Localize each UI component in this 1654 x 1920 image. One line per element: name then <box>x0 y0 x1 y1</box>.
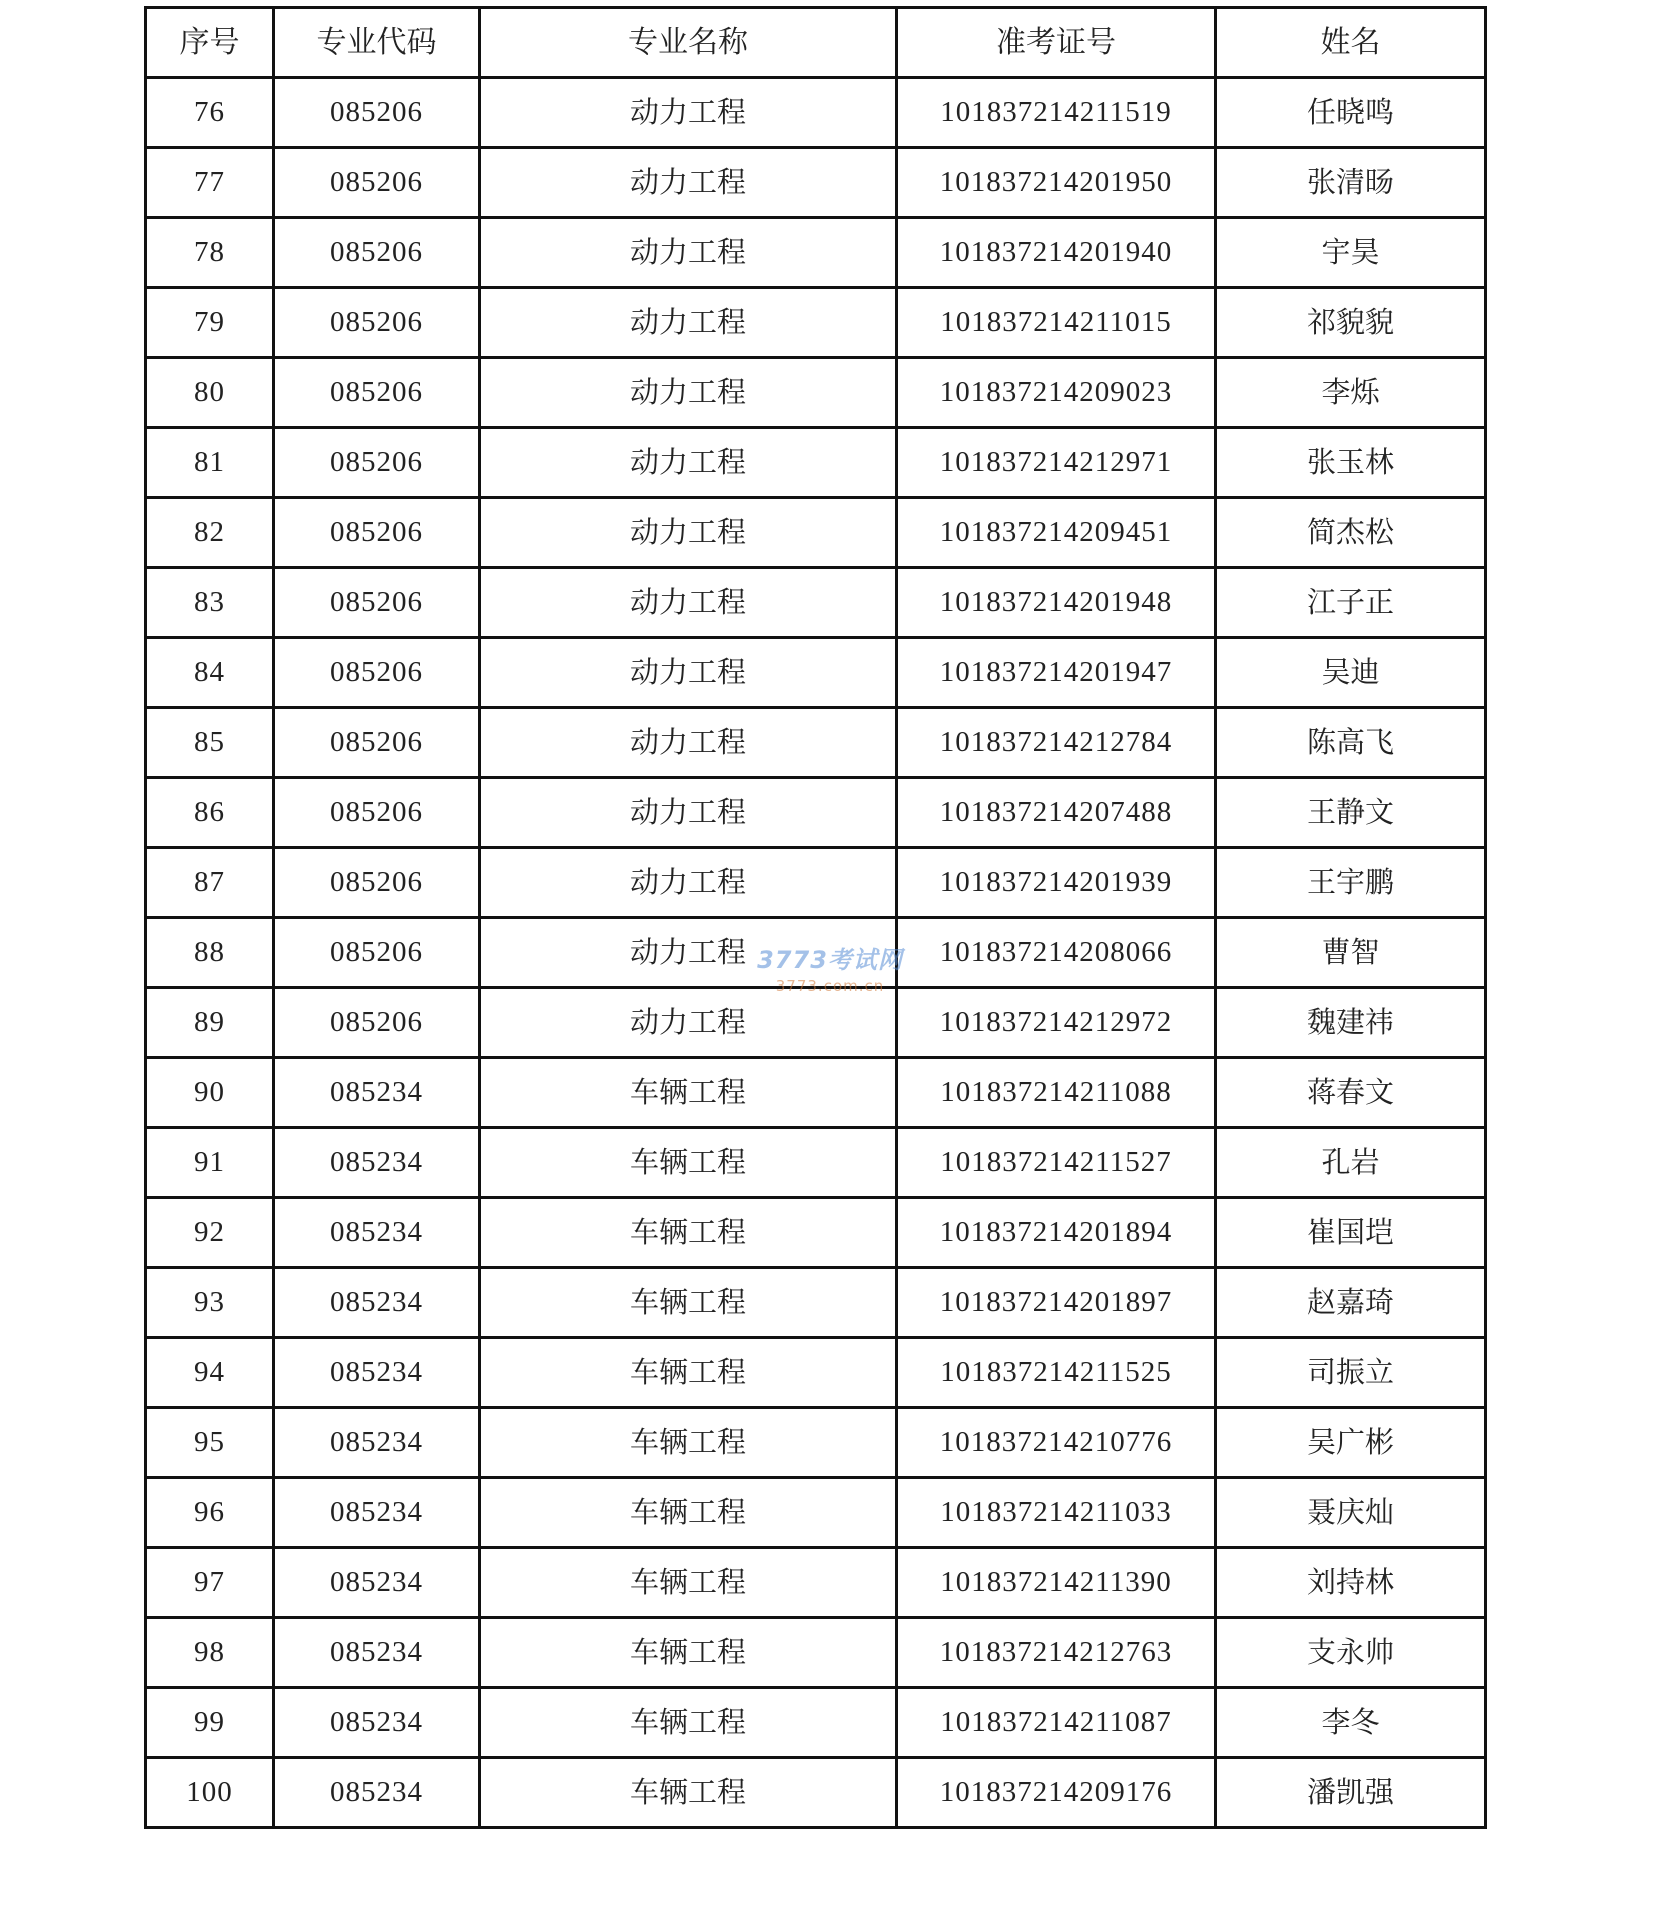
cell-major-code: 085206 <box>274 498 480 568</box>
cell-student-name: 潘凯强 <box>1216 1758 1486 1828</box>
cell-serial-number: 99 <box>146 1688 274 1758</box>
header-exam-ticket-number: 准考证号 <box>897 8 1216 78</box>
cell-major-name: 车辆工程 <box>480 1408 897 1478</box>
table-row <box>146 1478 1486 1548</box>
cell-major-name: 车辆工程 <box>480 1618 897 1688</box>
cell-serial-number: 96 <box>146 1478 274 1548</box>
table-row <box>146 1058 1486 1128</box>
table-row <box>146 1198 1486 1268</box>
cell-major-name: 动力工程 <box>480 498 897 568</box>
cell-major-code: 085234 <box>274 1688 480 1758</box>
cell-serial-number: 79 <box>146 288 274 358</box>
cell-major-code: 085234 <box>274 1548 480 1618</box>
cell-serial-number: 85 <box>146 708 274 778</box>
table-row <box>146 778 1486 848</box>
cell-major-name: 车辆工程 <box>480 1198 897 1268</box>
table-row <box>146 428 1486 498</box>
table-row <box>146 288 1486 358</box>
cell-major-code: 085234 <box>274 1268 480 1338</box>
table-row <box>146 568 1486 638</box>
cell-serial-number: 91 <box>146 1128 274 1198</box>
cell-major-name: 动力工程 <box>480 148 897 218</box>
cell-major-name: 动力工程 <box>480 218 897 288</box>
cell-exam-ticket-number: 101837214212971 <box>897 428 1216 498</box>
header-major-name: 专业名称 <box>480 8 897 78</box>
table-row <box>146 1618 1486 1688</box>
cell-student-name: 魏建祎 <box>1216 988 1486 1058</box>
cell-major-name: 动力工程 <box>480 568 897 638</box>
cell-major-code: 085206 <box>274 918 480 988</box>
cell-student-name: 崔国垲 <box>1216 1198 1486 1268</box>
cell-major-code: 085234 <box>274 1408 480 1478</box>
cell-serial-number: 90 <box>146 1058 274 1128</box>
cell-exam-ticket-number: 101837214201947 <box>897 638 1216 708</box>
cell-student-name: 张清旸 <box>1216 148 1486 218</box>
cell-major-code: 085206 <box>274 288 480 358</box>
table-row <box>146 988 1486 1058</box>
cell-student-name: 支永帅 <box>1216 1618 1486 1688</box>
cell-major-name: 车辆工程 <box>480 1268 897 1338</box>
cell-major-name: 车辆工程 <box>480 1338 897 1408</box>
cell-exam-ticket-number: 101837214201940 <box>897 218 1216 288</box>
cell-student-name: 王宇鹏 <box>1216 848 1486 918</box>
table-row <box>146 1338 1486 1408</box>
cell-student-name: 吴广彬 <box>1216 1408 1486 1478</box>
cell-exam-ticket-number: 101837214211033 <box>897 1478 1216 1548</box>
cell-major-name: 动力工程 <box>480 708 897 778</box>
cell-major-code: 085206 <box>274 78 480 148</box>
cell-major-code: 085206 <box>274 848 480 918</box>
cell-serial-number: 94 <box>146 1338 274 1408</box>
table-row <box>146 918 1486 988</box>
cell-student-name: 吴迪 <box>1216 638 1486 708</box>
cell-major-code: 085206 <box>274 218 480 288</box>
cell-major-code: 085234 <box>274 1758 480 1828</box>
cell-student-name: 宇昊 <box>1216 218 1486 288</box>
cell-student-name: 祁貌貌 <box>1216 288 1486 358</box>
cell-exam-ticket-number: 101837214211015 <box>897 288 1216 358</box>
cell-student-name: 刘持林 <box>1216 1548 1486 1618</box>
table-row <box>146 358 1486 428</box>
cell-serial-number: 86 <box>146 778 274 848</box>
table-header <box>146 8 1486 78</box>
cell-major-name: 车辆工程 <box>480 1128 897 1198</box>
cell-exam-ticket-number: 101837214211525 <box>897 1338 1216 1408</box>
cell-major-code: 085206 <box>274 428 480 498</box>
cell-serial-number: 87 <box>146 848 274 918</box>
cell-exam-ticket-number: 101837214208066 <box>897 918 1216 988</box>
cell-serial-number: 97 <box>146 1548 274 1618</box>
cell-serial-number: 95 <box>146 1408 274 1478</box>
admission-list-table <box>144 6 1487 1829</box>
cell-student-name: 简杰松 <box>1216 498 1486 568</box>
cell-exam-ticket-number: 101837214212972 <box>897 988 1216 1058</box>
cell-student-name: 曹智 <box>1216 918 1486 988</box>
cell-exam-ticket-number: 101837214211088 <box>897 1058 1216 1128</box>
cell-serial-number: 88 <box>146 918 274 988</box>
cell-major-name: 车辆工程 <box>480 1478 897 1548</box>
cell-major-name: 动力工程 <box>480 638 897 708</box>
cell-serial-number: 82 <box>146 498 274 568</box>
table-row <box>146 1268 1486 1338</box>
cell-serial-number: 78 <box>146 218 274 288</box>
cell-major-name: 动力工程 <box>480 988 897 1058</box>
watermark-main-text: 3773考试网 <box>757 946 903 974</box>
cell-student-name: 司振立 <box>1216 1338 1486 1408</box>
cell-major-name: 动力工程 <box>480 358 897 428</box>
cell-major-code: 085234 <box>274 1618 480 1688</box>
cell-major-name: 动力工程 <box>480 918 897 988</box>
cell-serial-number: 80 <box>146 358 274 428</box>
cell-exam-ticket-number: 101837214201894 <box>897 1198 1216 1268</box>
cell-student-name: 李冬 <box>1216 1688 1486 1758</box>
cell-major-name: 动力工程 <box>480 428 897 498</box>
cell-exam-ticket-number: 101837214201948 <box>897 568 1216 638</box>
cell-serial-number: 76 <box>146 78 274 148</box>
cell-exam-ticket-number: 101837214211519 <box>897 78 1216 148</box>
cell-student-name: 陈高飞 <box>1216 708 1486 778</box>
cell-serial-number: 84 <box>146 638 274 708</box>
table-row <box>146 1548 1486 1618</box>
cell-exam-ticket-number: 101837214201950 <box>897 148 1216 218</box>
cell-major-name: 动力工程 <box>480 778 897 848</box>
table-row <box>146 1408 1486 1478</box>
cell-major-name: 动力工程 <box>480 78 897 148</box>
cell-exam-ticket-number: 101837214211390 <box>897 1548 1216 1618</box>
cell-major-name: 动力工程 <box>480 288 897 358</box>
table-row <box>146 148 1486 218</box>
cell-exam-ticket-number: 101837214209451 <box>897 498 1216 568</box>
cell-major-code: 085234 <box>274 1198 480 1268</box>
cell-exam-ticket-number: 101837214210776 <box>897 1408 1216 1478</box>
table-row <box>146 708 1486 778</box>
header-major-code: 专业代码 <box>274 8 480 78</box>
table-row <box>146 218 1486 288</box>
cell-serial-number: 100 <box>146 1758 274 1828</box>
cell-serial-number: 77 <box>146 148 274 218</box>
cell-exam-ticket-number: 101837214212763 <box>897 1618 1216 1688</box>
cell-exam-ticket-number: 101837214211087 <box>897 1688 1216 1758</box>
cell-exam-ticket-number: 101837214207488 <box>897 778 1216 848</box>
cell-student-name: 任晓鸣 <box>1216 78 1486 148</box>
cell-exam-ticket-number: 101837214212784 <box>897 708 1216 778</box>
cell-serial-number: 98 <box>146 1618 274 1688</box>
cell-serial-number: 83 <box>146 568 274 638</box>
cell-serial-number: 81 <box>146 428 274 498</box>
cell-major-code: 085206 <box>274 568 480 638</box>
cell-student-name: 张玉林 <box>1216 428 1486 498</box>
cell-exam-ticket-number: 101837214201897 <box>897 1268 1216 1338</box>
header-student-name: 姓名 <box>1216 8 1486 78</box>
table-row <box>146 498 1486 568</box>
cell-student-name: 江子正 <box>1216 568 1486 638</box>
cell-major-name: 车辆工程 <box>480 1548 897 1618</box>
cell-major-code: 085234 <box>274 1058 480 1128</box>
cell-major-code: 085234 <box>274 1478 480 1548</box>
cell-major-name: 车辆工程 <box>480 1688 897 1758</box>
cell-student-name: 李烁 <box>1216 358 1486 428</box>
cell-serial-number: 89 <box>146 988 274 1058</box>
cell-major-code: 085206 <box>274 638 480 708</box>
table-body <box>146 78 1486 1828</box>
table-row <box>146 848 1486 918</box>
cell-major-code: 085234 <box>274 1128 480 1198</box>
cell-major-code: 085206 <box>274 358 480 428</box>
cell-major-name: 车辆工程 <box>480 1758 897 1828</box>
cell-major-code: 085206 <box>274 708 480 778</box>
header-serial-number: 序号 <box>146 8 274 78</box>
cell-major-name: 车辆工程 <box>480 1058 897 1128</box>
cell-student-name: 蒋春文 <box>1216 1058 1486 1128</box>
table-row <box>146 1758 1486 1828</box>
cell-major-code: 085206 <box>274 988 480 1058</box>
cell-exam-ticket-number: 101837214209176 <box>897 1758 1216 1828</box>
cell-major-code: 085206 <box>274 148 480 218</box>
table-row <box>146 1128 1486 1198</box>
table-row <box>146 1688 1486 1758</box>
cell-student-name: 王静文 <box>1216 778 1486 848</box>
cell-serial-number: 93 <box>146 1268 274 1338</box>
cell-exam-ticket-number: 101837214209023 <box>897 358 1216 428</box>
cell-major-code: 085234 <box>274 1338 480 1408</box>
table-row <box>146 638 1486 708</box>
cell-exam-ticket-number: 101837214201939 <box>897 848 1216 918</box>
cell-serial-number: 92 <box>146 1198 274 1268</box>
header-row <box>146 8 1486 78</box>
cell-major-code: 085206 <box>274 778 480 848</box>
cell-major-name: 动力工程 <box>480 848 897 918</box>
cell-student-name: 聂庆灿 <box>1216 1478 1486 1548</box>
watermark-url-text: 3773.com.cn <box>775 977 885 995</box>
table-row <box>146 78 1486 148</box>
cell-exam-ticket-number: 101837214211527 <box>897 1128 1216 1198</box>
cell-student-name: 孔岩 <box>1216 1128 1486 1198</box>
cell-student-name: 赵嘉琦 <box>1216 1268 1486 1338</box>
